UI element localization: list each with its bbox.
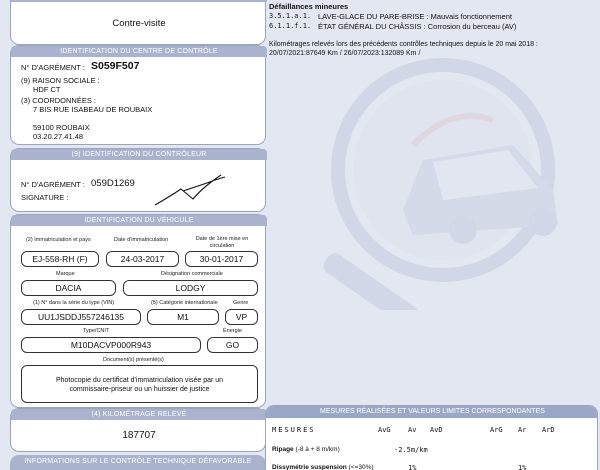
dissymetrie-ar-value: 1% [518,464,527,470]
marque-label: Marque [56,271,75,277]
docs-line-2: commissaire-priseur ou un huissier de justice [69,386,210,393]
centre-city: 59100 ROUBAIX [33,123,90,132]
km-history-line-2: 20/07/2021:87649 Km / 26/07/2023:132089 Km / [269,50,421,57]
ripage-limit: (-8 à + 8 m/km) [295,446,340,453]
vin-label: (1) N° dans la série du type (VIN) [33,300,115,306]
date-circ-field: 30-01-2017 [185,251,258,267]
designation-label: Désignation commerciale [161,271,223,277]
dissymetrie-label: Dissymétrie suspension [272,464,347,470]
controleur-signature-label: SIGNATURE : [21,193,69,202]
cat-field: M1 [147,309,219,325]
defaillance-2-code: 6.1.1.f.1. [269,22,312,30]
centre-address: 7 BIS RUE ISABEAU DE ROUBAIX [33,105,153,114]
defavorable-header: INFORMATIONS SUR LE CONTRÔLE TECHNIQUE DÉFAVORABLE [10,455,266,470]
mesures-col-av: Av [408,426,417,434]
centre-raison-value: HDF CT [33,85,61,94]
ripage-row [272,446,340,453]
magnifier-car-watermark-icon [313,50,600,310]
ripage-av-value: -2.5m/km [394,446,428,454]
prochain-controle-value: Contre-visite [112,18,166,29]
cat-label: (5) Catégorie internationale [151,300,218,306]
docs-line-1: Photocopie du certificat d'immatriculation visée par un [55,377,224,384]
signature-scribble [151,169,231,209]
centre-agrement-label: N° D'AGRÉMENT : [21,63,85,72]
centre-header: IDENTIFICATION DU CENTRE DE CONTRÔLE [11,46,267,57]
immat-label: (2) Immatriculation et pays [26,237,91,243]
genre-field: VP [225,309,258,325]
controleur-agrement-label: N° D'AGRÉMENT : [21,180,85,189]
genre-label: Genre [233,300,249,306]
centre-phone: 03.20.27.41.48 [33,132,84,141]
kilometrage-section [10,408,266,452]
mesures-header: MESURES RÉALISÉES ET VALEURS LIMITES CORRESPONDANTES [266,406,598,418]
mesures-col-avg: AvG [378,426,391,434]
defaillance-1-text: LAVE-GLACE DU PARE-BRISE : Mauvais fonctionnement [318,12,512,21]
date-circ-label: Date de 1ère mise en circulation [195,236,249,249]
mesures-col-avd: AvD [430,426,443,434]
mesures-col-label: MESURES [272,426,316,434]
immat-field: EJ-558-RH (F) [21,251,99,267]
type-field: M10DACVP000R943 [21,337,201,353]
prochain-controle-header [11,0,267,2]
centre-coord-label: (3) COORDONNÉES : [21,96,97,105]
mesures-col-arg: ArG [490,426,503,434]
controleur-agrement-value: 059D1269 [91,178,135,189]
marque-field: DACIA [21,280,116,296]
mesures-col-ard: ArD [542,426,555,434]
mesures-col-ar: Ar [518,426,527,434]
dissymetrie-row [272,464,374,470]
date-immat-label: Date d'immatriculation [114,237,169,243]
type-label: Type/CNIT [83,328,110,334]
centre-agrement-value: S059F507 [91,60,140,72]
prochain-controle-section [10,0,266,45]
kilometrage-header: (4) KILOMÉTRAGE RELEVÉ [11,409,267,420]
energie-label: Énergie [223,328,242,334]
docs-field [21,365,258,403]
dissymetrie-av-value: 1% [408,464,417,470]
controleur-header: (9) IDENTIFICATION DU CONTRÔLEUR [11,149,267,160]
vin-field: UU1JSDDJ557246135 [21,309,141,325]
dissymetrie-limit: (<=30%) [348,464,374,470]
docs-label: Document(s) présenté(s) [103,357,164,363]
designation-field: LODGY [123,280,258,296]
date-immat-field: 24-03-2017 [106,251,179,267]
vehicule-header: IDENTIFICATION DU VÉHICULE [11,215,267,226]
energie-field: GO [207,337,258,353]
centre-section [10,45,266,145]
kilometrage-value: 187707 [122,430,156,441]
defaillance-2-text: ÉTAT GÉNÉRAL DU CHÂSSIS : Corrosion du berceau (AV) [318,22,517,31]
vehicule-section [10,214,266,408]
controleur-section [10,148,266,212]
defaillance-1-code: 3.5.1.a.1. [269,12,312,20]
centre-raison-label: (9) RAISON SOCIALE : [21,76,100,85]
right-column [263,0,600,470]
defaillances-title: Défaillances mineures [269,2,349,11]
ripage-label: Ripage [272,446,294,453]
km-history-line-1: Kilométrages relevés lors des précédents contrôles techniques depuis le 20 mai 2018 : [269,41,538,48]
mesures-section [265,405,598,470]
